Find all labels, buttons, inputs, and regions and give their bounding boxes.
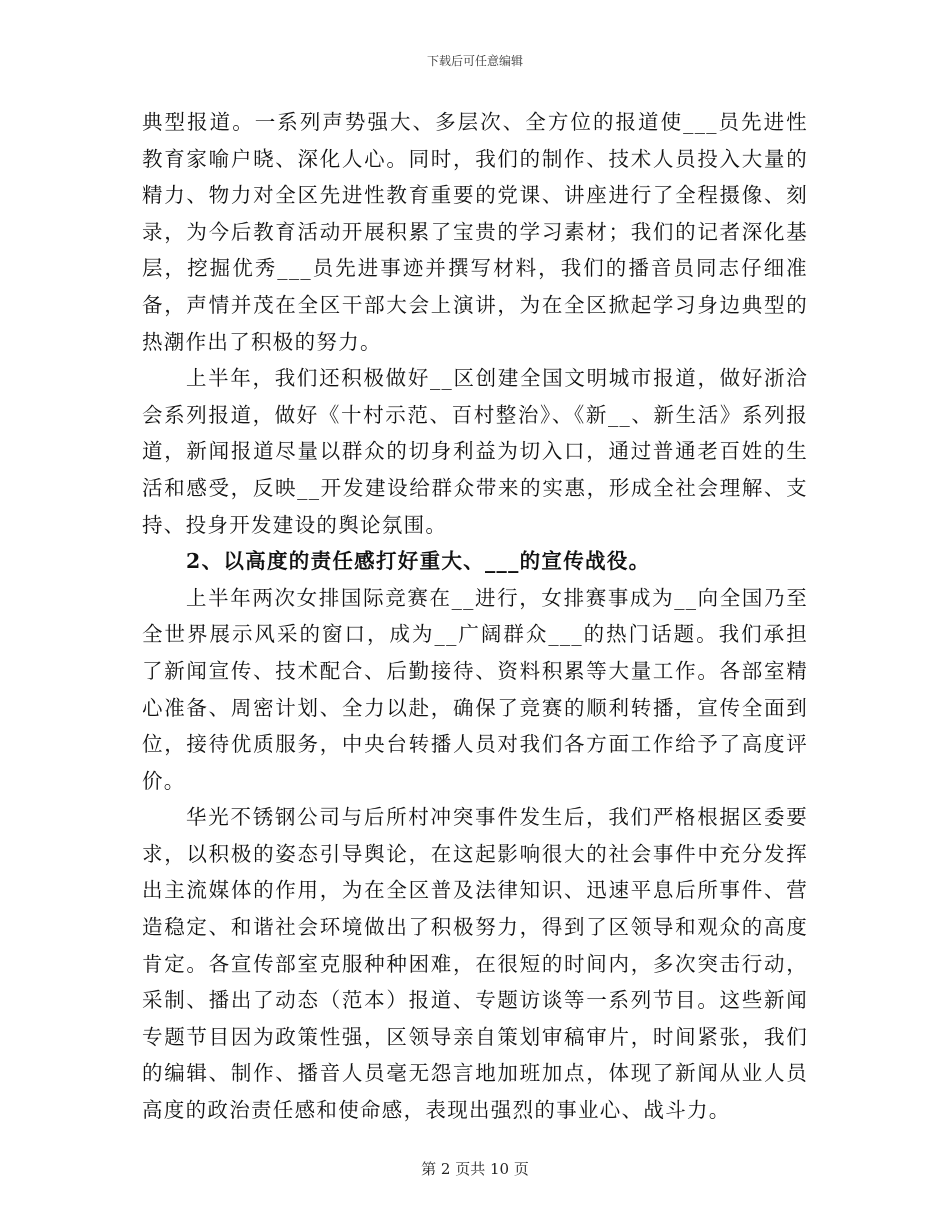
paragraph-continuation: 典型报道。一系列声势强大、多层次、全方位的报道使___员先进性教育家喻户晓、深化人心。同时，我们的制作、技术人员投入大量的精力、物力对全区先进性教育重要的党课、讲座进行了全程摄像、刻录，为今后教育活动开展积累了宝贵的学习素材；我们的记者深化基层，挖掘优秀___员先进事迹并撰写材料，我们的播音员同志仔细准备，声情并茂在全区干部大会上演讲，为在全区掀起学习身边典型的热潮作出了积极的努力。 bbox=[142, 110, 808, 354]
document-body bbox=[142, 104, 808, 1129]
page-footer: 第 2 页共 10 页 bbox=[421, 1160, 529, 1178]
paragraph-civilized-city: 上半年，我们还积极做好__区创建全国文明城市报道，做好浙洽会系列报道，做好《十村示范、百村整治》、《新__、新生活》系列报道，新闻报道尽量以群众的切身利益为切入口，通过普通老百姓的生活和感受，反映__开发建设给群众带来的实惠，形成全社会理解、支持、投身开发建设的舆论氛围。 bbox=[142, 366, 808, 537]
page-header: 下载后可任意编辑 bbox=[426, 54, 523, 68]
section-heading: 2、以高度的责任感打好重大、___的宣传战役。 bbox=[186, 549, 651, 574]
paragraph-incident: 华光不锈钢公司与后所村冲突事件发生后，我们严格根据区委要求，以积极的姿态引导舆论，在这起影响很大的社会事件中充分发挥出主流媒体的作用，为在全区普及法律知识、迅速平息后所事件、营造稳定、和谐社会环境做出了积极努力，得到了区领导和观众的高度肯定。各宣传部室克服种种困难，在很短的时间内，多次突击行动，采制、播出了动态（范本）报道、专题访谈等一系列节目。这些新闻专题节目因为政策性强，区领导亲自策划审稿审片，时间紧张，我们的编辑、制作、播音人员毫无怨言地加班加点，体现了新闻从业人员高度的政治责任感和使命感，表现出强烈的事业心、战斗力。 bbox=[142, 805, 808, 1123]
paragraph-volleyball: 上半年两次女排国际竞赛在__进行，女排赛事成为__向全国乃至全世界展示风采的窗口，成为__广阔群众___的热门话题。我们承担了新闻宣传、技术配合、后勤接待、资料积累等大量工作。各部室精心准备、周密计划、全力以赴，确保了竞赛的顺利转播，宣传全面到位，接待优质服务，中央台转播人员对我们各方面工作给予了高度评价。 bbox=[142, 585, 808, 793]
